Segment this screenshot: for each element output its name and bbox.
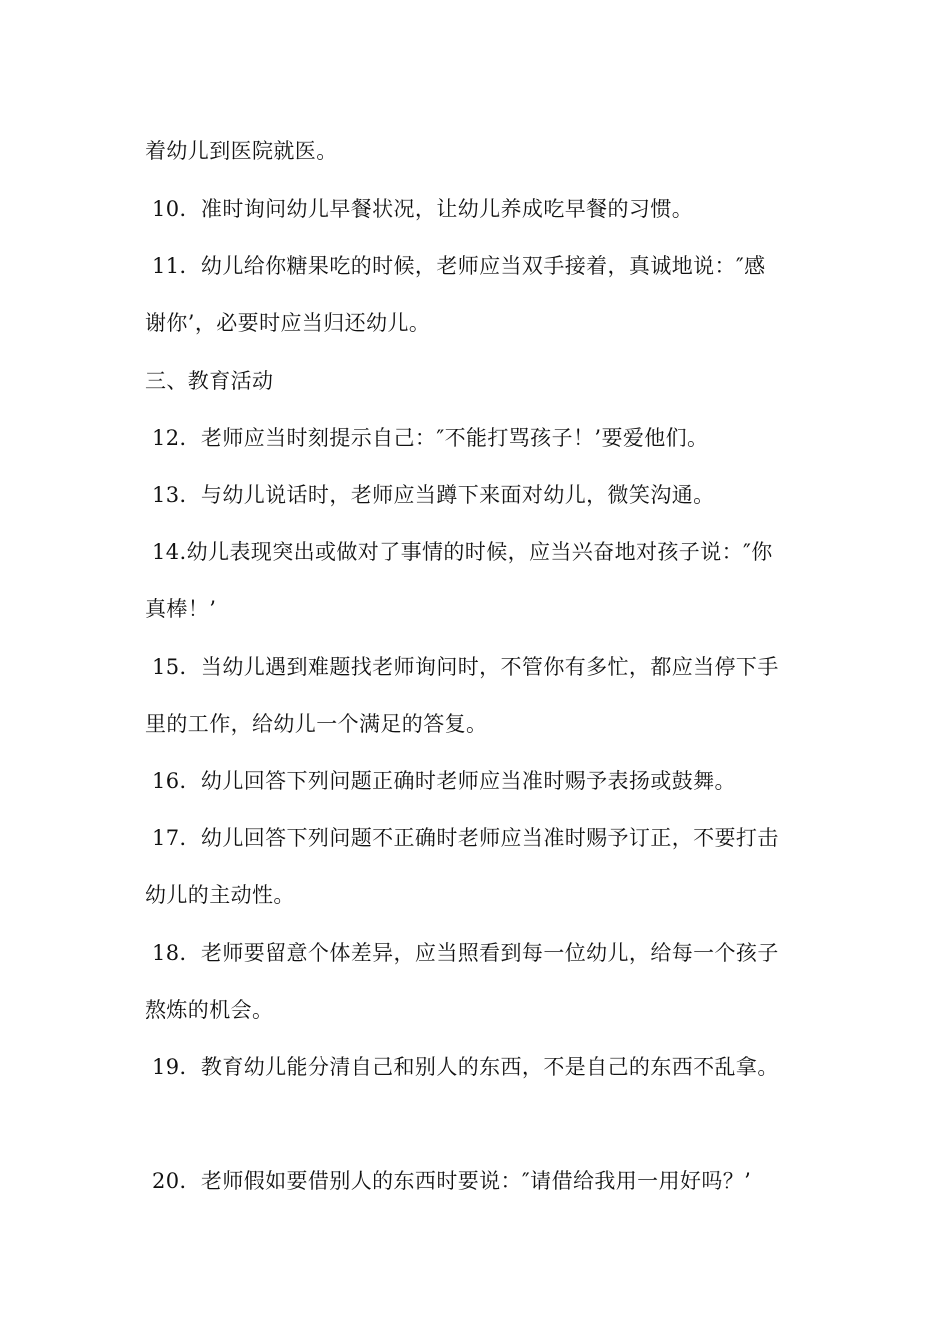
text-line: 里的工作，给幼儿一个满足的答复。 [145, 712, 488, 736]
text-line: 17．幼儿回答下列问题不正确时老师应当准时赐予订正，不要打击 [152, 826, 779, 850]
text-line: 20．老师假如要借别人的东西时要说：″请借给我用一用好吗？’ [152, 1169, 752, 1193]
text-line: 真棒！’ [145, 597, 217, 621]
text-line: 熬炼的机会。 [145, 998, 274, 1022]
text-line: 谢你’，必要时应当归还幼儿。 [145, 311, 431, 335]
text-line: 11．幼儿给你糖果吃的时候，老师应当双手接着，真诚地说：″感 [152, 254, 766, 278]
text-line: 幼儿的主动性。 [145, 883, 295, 907]
text-line: 16．幼儿回答下列问题正确时老师应当准时赐予表扬或鼓舞。 [152, 769, 736, 793]
text-line: 13．与幼儿说话时，老师应当蹲下来面对幼儿，微笑沟通。 [152, 483, 715, 507]
text-line: 10．准时询问幼儿早餐状况，让幼儿养成吃早餐的习惯。 [152, 197, 694, 221]
text-line: 19．教育幼儿能分清自己和别人的东西，不是自己的东西不乱拿。 [152, 1055, 779, 1079]
text-line: 14.幼儿表现突出或做对了事情的时候，应当兴奋地对孩子说：″你 [152, 540, 773, 564]
text-line: 15．当幼儿遇到难题找老师询问时，不管你有多忙，都应当停下手 [152, 655, 779, 679]
text-line: 着幼儿到医院就医。 [145, 139, 338, 163]
text-line: 12．老师应当时刻提示自己：″不能打骂孩子！’要爱他们。 [152, 426, 709, 450]
text-line: 18．老师要留意个体差异，应当照看到每一位幼儿，给每一个孩子 [152, 941, 779, 965]
section-heading: 三、教育活动 [145, 369, 274, 393]
